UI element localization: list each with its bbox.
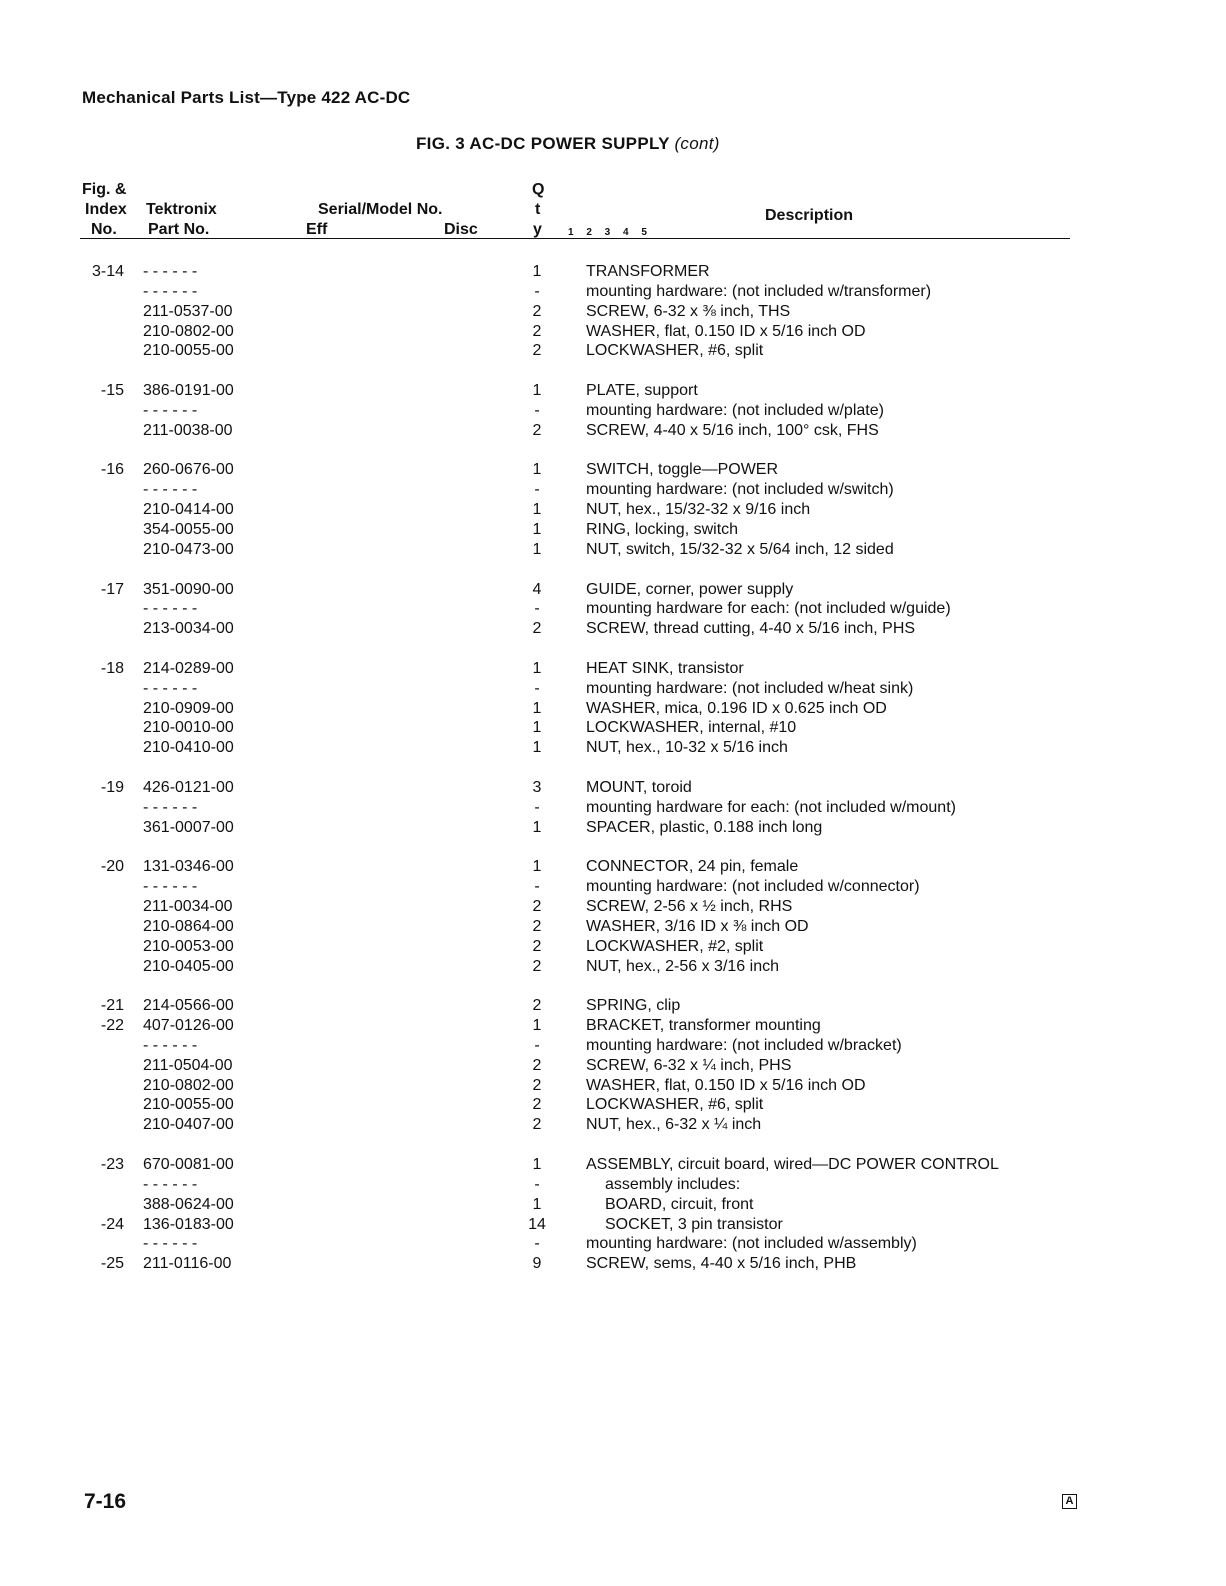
description-cell: mounting hardware: (not included w/plate) [586,401,884,419]
quantity-cell: 1 [532,699,542,717]
table-row [0,937,1226,957]
parts-table [0,262,1226,1274]
col-part-line1: Tektronix [146,201,217,218]
part-number-cell: 407-0126-00 [143,1017,234,1035]
description-cell: HEAT SINK, transistor [586,659,744,677]
quantity-cell: - [534,282,540,300]
fig-index-cell: -19 [100,778,124,796]
quantity-cell: - [534,1235,540,1253]
part-number-cell: 210-0909-00 [143,699,234,717]
description-cell: LOCKWASHER, #6, split [586,1096,764,1114]
description-cell: mounting hardware for each: (not included w/guide) [586,600,951,618]
part-number-cell: - - - - - - [143,1235,198,1253]
col-qty-line2: t [535,201,541,218]
col-part-line2: Part No. [148,221,210,238]
revision-badge: A [1062,1494,1077,1509]
page-header-title: Mechanical Parts List—Type 422 AC-DC [82,88,411,107]
figure-title-text: FIG. 3 AC-DC POWER SUPPLY [416,134,670,153]
part-number-cell: 361-0007-00 [143,818,234,836]
part-number-cell: 260-0676-00 [143,461,234,479]
part-number-cell: 136-0183-00 [143,1215,234,1233]
table-row [0,957,1226,977]
table-row [0,738,1226,758]
quantity-cell: 1 [532,818,542,836]
table-row [0,1095,1226,1115]
table-row [0,1056,1226,1076]
part-number-cell: 214-0289-00 [143,659,234,677]
quantity-cell: 2 [532,1096,542,1114]
col-fig-line3: No. [91,221,117,238]
part-number-cell: 211-0038-00 [143,421,233,439]
quantity-cell: 1 [532,501,542,519]
quantity-cell: 1 [532,520,542,538]
part-number-cell: 351-0090-00 [143,580,234,598]
row-gap [0,1135,1226,1155]
table-row [0,1195,1226,1215]
table-row [0,401,1226,421]
quantity-cell: 1 [532,540,542,558]
quantity-cell: - [534,1036,540,1054]
fig-index-cell: -15 [100,382,124,400]
table-row [0,1036,1226,1056]
table-row [0,619,1226,639]
part-number-cell: 211-0537-00 [143,302,233,320]
table-row [0,778,1226,798]
quantity-cell: 2 [532,421,542,439]
description-cell: LOCKWASHER, #2, split [586,937,764,955]
description-cell: NUT, hex., 6-32 x ¼ inch [586,1116,762,1134]
row-gap [0,361,1226,381]
description-cell: SCREW, 2-56 x ½ inch, RHS [586,898,793,915]
description-cell: ASSEMBLY, circuit board, wired—DC POWER CONTROL [586,1155,999,1173]
table-row [0,897,1226,917]
part-number-cell: 426-0121-00 [143,778,234,796]
description-cell: mounting hardware: (not included w/bracket) [586,1036,902,1054]
table-row [0,341,1226,361]
description-cell: TRANSFORMER [586,263,710,280]
part-number-cell: 210-0053-00 [143,937,234,955]
description-cell: SCREW, 6-32 x ¼ inch, PHS [586,1056,792,1074]
table-row [0,1254,1226,1274]
part-number-cell: - - - - - - [143,263,198,280]
description-cell: WASHER, 3/16 ID x ⅜ inch OD [586,917,809,935]
table-row [0,857,1226,877]
description-cell: NUT, switch, 15/32-32 x 5/64 inch, 12 sided [586,540,894,558]
col-qty-line1: Q [532,181,545,198]
description-cell: NUT, hex., 2-56 x 3/16 inch [586,957,779,975]
quantity-cell: 4 [532,580,542,598]
table-row [0,679,1226,699]
quantity-cell: 2 [532,917,542,935]
part-number-cell: 210-0405-00 [143,957,234,975]
quantity-cell: 2 [532,997,542,1015]
quantity-cell: 2 [532,322,542,340]
table-row [0,282,1226,302]
part-number-cell: 214-0566-00 [143,997,234,1015]
part-number-cell: 210-0410-00 [143,739,234,757]
quantity-cell: 2 [532,937,542,955]
description-cell: mounting hardware: (not included w/connector) [586,878,920,896]
part-number-cell: 211-0116-00 [143,1255,232,1273]
col-qty-line3: y [533,221,542,238]
description-cell: LOCKWASHER, #6, split [586,342,764,360]
description-cell: mounting hardware for each: (not included w/mount) [586,798,956,816]
table-row [0,460,1226,480]
part-number-cell: - - - - - - [143,481,198,499]
description-cell: SWITCH, toggle—POWER [586,461,779,479]
part-number-cell: 210-0864-00 [143,917,234,935]
table-row [0,798,1226,818]
row-gap [0,976,1226,996]
fig-index-cell: 3-14 [91,263,124,280]
part-number-cell: - - - - - - [143,600,198,618]
description-cell: RING, locking, switch [586,520,739,538]
part-number-cell: 386-0191-00 [143,382,234,400]
table-row [0,599,1226,619]
description-cell: SPACER, plastic, 0.188 inch long [586,818,823,836]
col-indent-levels: 1 2 3 4 5 [568,227,652,238]
table-row [0,818,1226,838]
description-cell: LOCKWASHER, internal, #10 [586,719,797,737]
table-row [0,381,1226,401]
fig-index-cell: -20 [100,858,124,876]
table-row [0,302,1226,322]
quantity-cell: 1 [532,263,542,280]
part-number-cell: - - - - - - [143,878,198,896]
quantity-cell: 1 [532,461,542,479]
part-number-cell: 210-0055-00 [143,342,234,360]
table-row [0,500,1226,520]
description-cell: NUT, hex., 15/32-32 x 9/16 inch [586,501,811,519]
part-number-cell: 210-0010-00 [143,719,234,737]
quantity-cell: 2 [532,1076,542,1094]
table-row [0,480,1226,500]
quantity-cell: 2 [532,898,542,915]
table-row [0,1016,1226,1036]
description-cell: SOCKET, 3 pin transistor [605,1215,783,1233]
col-disc: Disc [444,221,478,238]
fig-index-cell: -22 [100,1017,124,1035]
table-row [0,580,1226,600]
quantity-cell: - [534,401,540,419]
quantity-cell: 1 [532,739,542,757]
quantity-cell: 2 [532,302,542,320]
quantity-cell: 3 [532,778,542,796]
col-fig-line2: Index [85,201,127,218]
part-number-cell: - - - - - - [143,1036,198,1054]
description-cell: WASHER, flat, 0.150 ID x 5/16 inch OD [586,1076,866,1094]
quantity-cell: 2 [532,342,542,360]
fig-index-cell: -21 [100,997,124,1015]
part-number-cell: 388-0624-00 [143,1195,234,1213]
row-gap [0,758,1226,778]
fig-index-cell: -16 [100,461,124,479]
page-number: 7-16 [84,1490,127,1513]
description-cell: mounting hardware: (not included w/transformer) [586,282,932,300]
description-cell: WASHER, mica, 0.196 ID x 0.625 inch OD [586,699,887,717]
table-row [0,540,1226,560]
quantity-cell: - [534,600,540,618]
row-gap [0,441,1226,461]
part-number-cell: - - - - - - [143,798,198,816]
row-gap [0,560,1226,580]
part-number-cell: - - - - - - [143,401,198,419]
part-number-cell: 210-0414-00 [143,501,234,519]
part-number-cell: 670-0081-00 [143,1155,234,1173]
fig-index-cell: -18 [100,659,124,677]
part-number-cell: 210-0473-00 [143,540,234,558]
row-gap [0,639,1226,659]
part-number-cell: 210-0055-00 [143,1096,234,1114]
fig-index-cell: -24 [100,1215,124,1233]
quantity-cell: 1 [532,1195,542,1213]
part-number-cell: - - - - - - [143,282,198,300]
part-number-cell: 210-0802-00 [143,1076,234,1094]
part-number-cell: 211-0504-00 [143,1056,233,1074]
quantity-cell: - [534,878,540,896]
part-number-cell: 210-0802-00 [143,322,234,340]
table-row [0,1175,1226,1195]
description-cell: mounting hardware: (not included w/switch) [586,481,894,499]
header-rule [80,238,1070,239]
quantity-cell: 2 [532,620,542,638]
table-row [0,1234,1226,1254]
fig-index-cell: -17 [100,580,124,598]
quantity-cell: - [534,679,540,697]
table-row [0,996,1226,1016]
description-cell: SCREW, thread cutting, 4-40 x 5/16 inch, PHS [586,620,916,638]
fig-index-cell: -23 [100,1155,124,1173]
row-gap [0,837,1226,857]
quantity-cell: - [534,481,540,499]
description-cell: SPRING, clip [586,997,681,1015]
col-eff: Eff [306,221,328,238]
quantity-cell: 1 [532,382,542,400]
table-row [0,699,1226,719]
table-row [0,421,1226,441]
quantity-cell: 1 [532,858,542,876]
quantity-cell: 2 [532,1116,542,1134]
quantity-cell: 14 [528,1215,546,1233]
description-cell: CONNECTOR, 24 pin, female [586,858,799,876]
description-cell: PLATE, support [586,382,698,400]
part-number-cell: 131-0346-00 [143,858,234,876]
col-serial: Serial/Model No. [318,201,443,218]
description-cell: mounting hardware: (not included w/heat sink) [586,679,914,697]
quantity-cell: 1 [532,1155,542,1173]
table-row [0,1115,1226,1135]
table-row [0,520,1226,540]
part-number-cell: 354-0055-00 [143,520,234,538]
table-row [0,877,1226,897]
table-row [0,917,1226,937]
part-number-cell: 210-0407-00 [143,1116,234,1134]
col-fig-line1: Fig. & [82,181,127,198]
description-cell: SCREW, sems, 4-40 x 5/16 inch, PHB [586,1255,857,1273]
quantity-cell: 1 [532,719,542,737]
fig-index-cell: -25 [100,1255,124,1273]
description-cell: BRACKET, transformer mounting [586,1017,821,1035]
quantity-cell: 1 [532,659,542,677]
quantity-cell: - [534,798,540,816]
table-row [0,1076,1226,1096]
quantity-cell: 2 [532,1056,542,1074]
part-number-cell: - - - - - - [143,1175,198,1193]
description-cell: assembly includes: [605,1175,741,1193]
table-row [0,659,1226,679]
description-cell: NUT, hex., 10-32 x 5/16 inch [586,739,788,757]
figure-title-cont: (cont) [674,134,720,153]
description-cell: SCREW, 6-32 x ⅜ inch, THS [586,302,791,320]
description-cell: MOUNT, toroid [586,778,692,796]
table-row [0,262,1226,282]
col-description: Description [765,207,854,224]
part-number-cell: 213-0034-00 [143,620,234,638]
quantity-cell: 2 [532,957,542,975]
quantity-cell: 9 [532,1255,542,1273]
table-row [0,718,1226,738]
part-number-cell: 211-0034-00 [143,898,233,915]
figure-title [416,134,720,154]
quantity-cell: - [534,1175,540,1193]
description-cell: SCREW, 4-40 x 5/16 inch, 100° csk, FHS [586,421,879,439]
description-cell: mounting hardware: (not included w/assembly) [586,1235,917,1253]
table-row [0,322,1226,342]
description-cell: BOARD, circuit, front [605,1195,754,1213]
part-number-cell: - - - - - - [143,679,198,697]
quantity-cell: 1 [532,1017,542,1035]
description-cell: GUIDE, corner, power supply [586,580,794,598]
table-row [0,1215,1226,1235]
table-row [0,1155,1226,1175]
description-cell: WASHER, flat, 0.150 ID x 5/16 inch OD [586,322,866,340]
